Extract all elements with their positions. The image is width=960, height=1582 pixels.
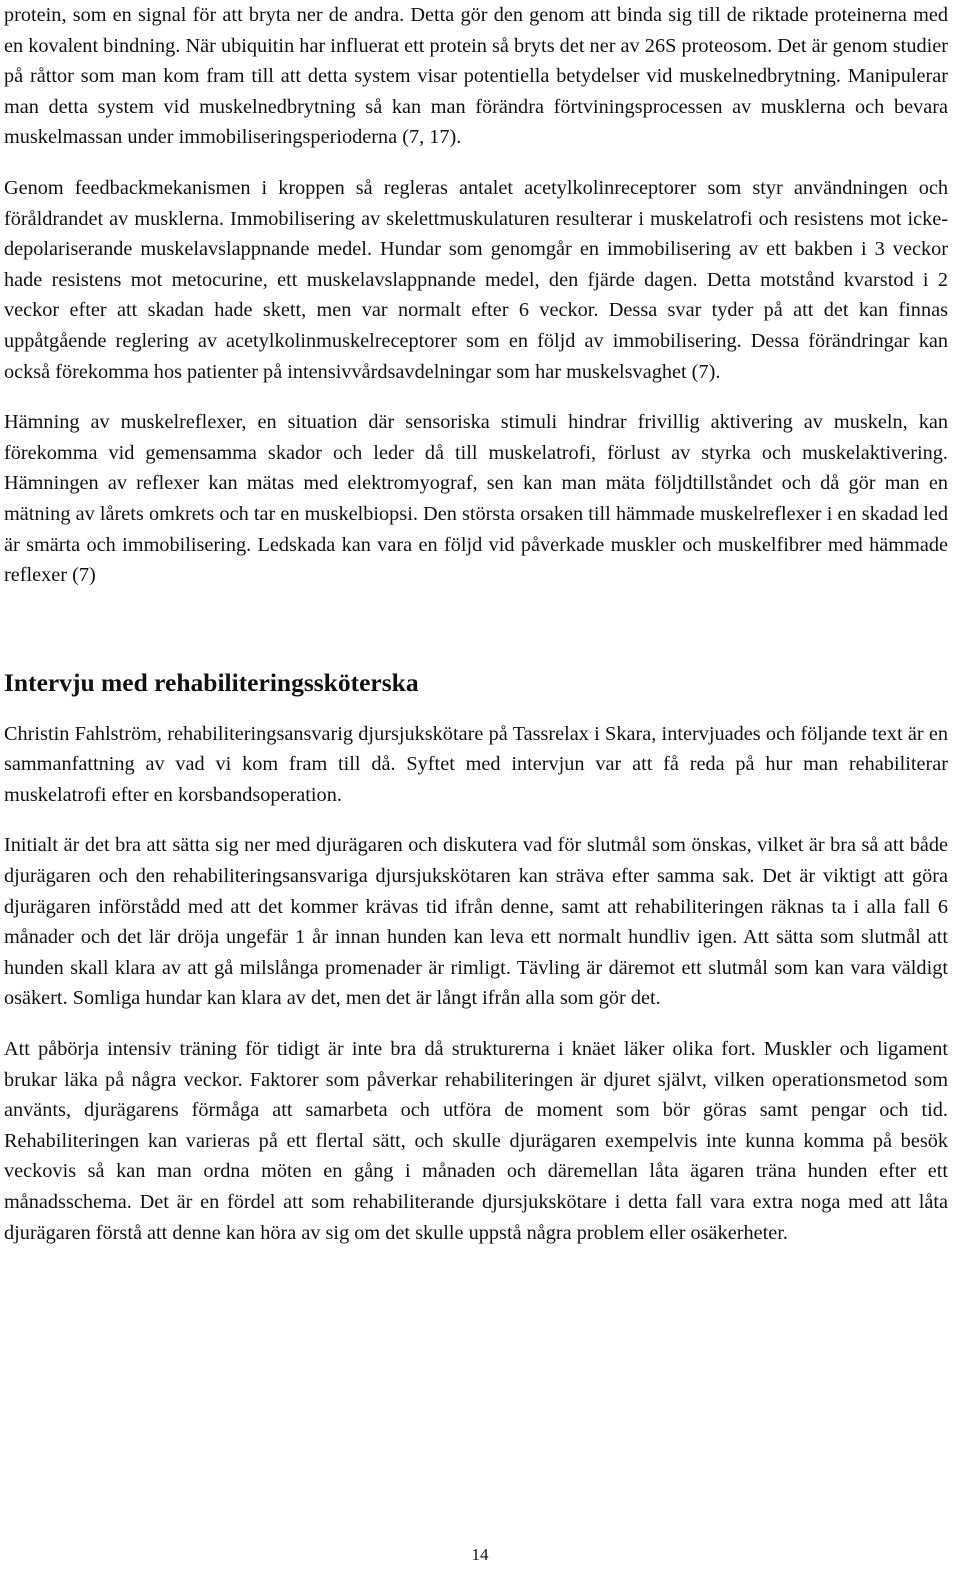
page-number: 14: [471, 1545, 489, 1564]
paragraph-training: Att påbörja intensiv träning för tidigt är inte bra då strukturerna i knäet läker olika fort. Muskler och ligament brukar läka på några veckor. Faktorer som påverkar rehabiliteringen är djuret självt, vilken operationsmetod som använts, djurägarens förmåga att samarbeta och utföra de moment som bör göras samt pengar och tid. Rehabiliteringen kan varieras på ett flertal sätt, och skulle djurägaren exempelvis inte kunna komma på besök veckovis så kan man ordna möten en gång i månaden och däremellan låta ägaren träna hunden efter ett månadsschema. Det är en fördel att som rehabiliterande djursjukskötare i detta fall vara extra noga med att låta djurägaren förstå att denne kan höra av sig om det skulle uppstå några problem eller osäkerheter.: [4, 1038, 948, 1244]
paragraph-ubiquitin: protein, som en signal för att bryta ner de andra. Detta gör den genom att binda sig till de riktade proteinerna med en kovalent bindning. När ubiquitin har influerat ett protein så bryts det ner av 26S proteosom. Det är genom studier på råttor som man kom fram till att detta system visar potentiella betydelser vid muskelnedbrytning. Manipulerar man detta system vid muskelnedbrytning så kan man förändra förtviningsprocessen av musklerna och bevara muskelmassan under immobiliseringsperioderna (7, 17).: [4, 4, 948, 149]
document-page: [4, 0, 948, 1248]
paragraph-muskelreflexer: Hämning av muskelreflexer, en situation där sensoriska stimuli hindrar frivillig aktivering av muskeln, kan förekomma vid gemensamma skador och leder då till muskelatrofi, förlust av styrka och muskelaktivering. Hämningen av reflexer kan mätas med elektromyograf, sen kan man mäta följdtillståndet och då gör man en mätning av lårets omkrets och tar en muskelbiopsi. Den största orsaken till hämmade muskelreflexer i en skadad led är smärta och immobilisering. Ledskada kan vara en följd vid påverkade muskler och muskelfibrer med hämmade reflexer (7): [4, 411, 948, 587]
section-heading: Intervju med rehabiliteringssköterska: [4, 667, 419, 697]
paragraph-acetylkolin: Genom feedbackmekanismen i kroppen så regleras antalet acetylkolinreceptorer som styr användningen och föråldrandet av musklerna. Immobilisering av skelettmuskulaturen resulterar i muskelatrofi och resistens mot icke-depolariserande muskelavslappnande medel. Hundar som genomgår en immobilisering av ett bakben i 3 veckor hade resistens mot metocurine, ett muskelavslappnande medel, den fjärde dagen. Detta motstånd kvarstod i 2 veckor efter att skadan hade skett, men var normalt efter 6 veckor. Dessa svar tyder på att det kan finnas uppåtgående reglering av acetylkolinmuskelreceptorer som en följd av immobilisering. Dessa förändringar kan också förekomma hos patienter på intensivvårdsavdelningar som har muskelsvaghet (7).: [4, 176, 948, 383]
paragraph-interview-intro: Christin Fahlström, rehabiliteringsansvarig djursjukskötare på Tassrelax i Skara, intervjuades och följande text är en sammanfattning av vad vi kom fram till då. Syftet med intervjun var att få reda på hur man rehabiliterar muskelatrofi efter en korsbandsoperation.: [4, 722, 948, 806]
paragraph-initial-goals: Initialt är det bra att sätta sig ner med djurägaren och diskutera vad för slutmål som önskas, vilket är bra så att både djurägaren och den rehabiliteringsansvariga djursjukskötaren kan sträva efter samma sak. Det är viktigt att göra djurägaren införstådd med att det kommer krävas tid ifrån denne, samt att rehabiliteringen räknas ta i alla fall 6 månader och det lär dröja ungefär 1 år innan hunden kan leva ett normalt hundliv igen. Att sätta som slutmål att hunden skall klara av att gå milslånga promenader är rimligt. Tävling är däremot ett slutmål som kan vara väldigt osäkert. Somliga hundar kan klara av det, men det är långt ifrån alla som gör det.: [4, 834, 948, 1010]
